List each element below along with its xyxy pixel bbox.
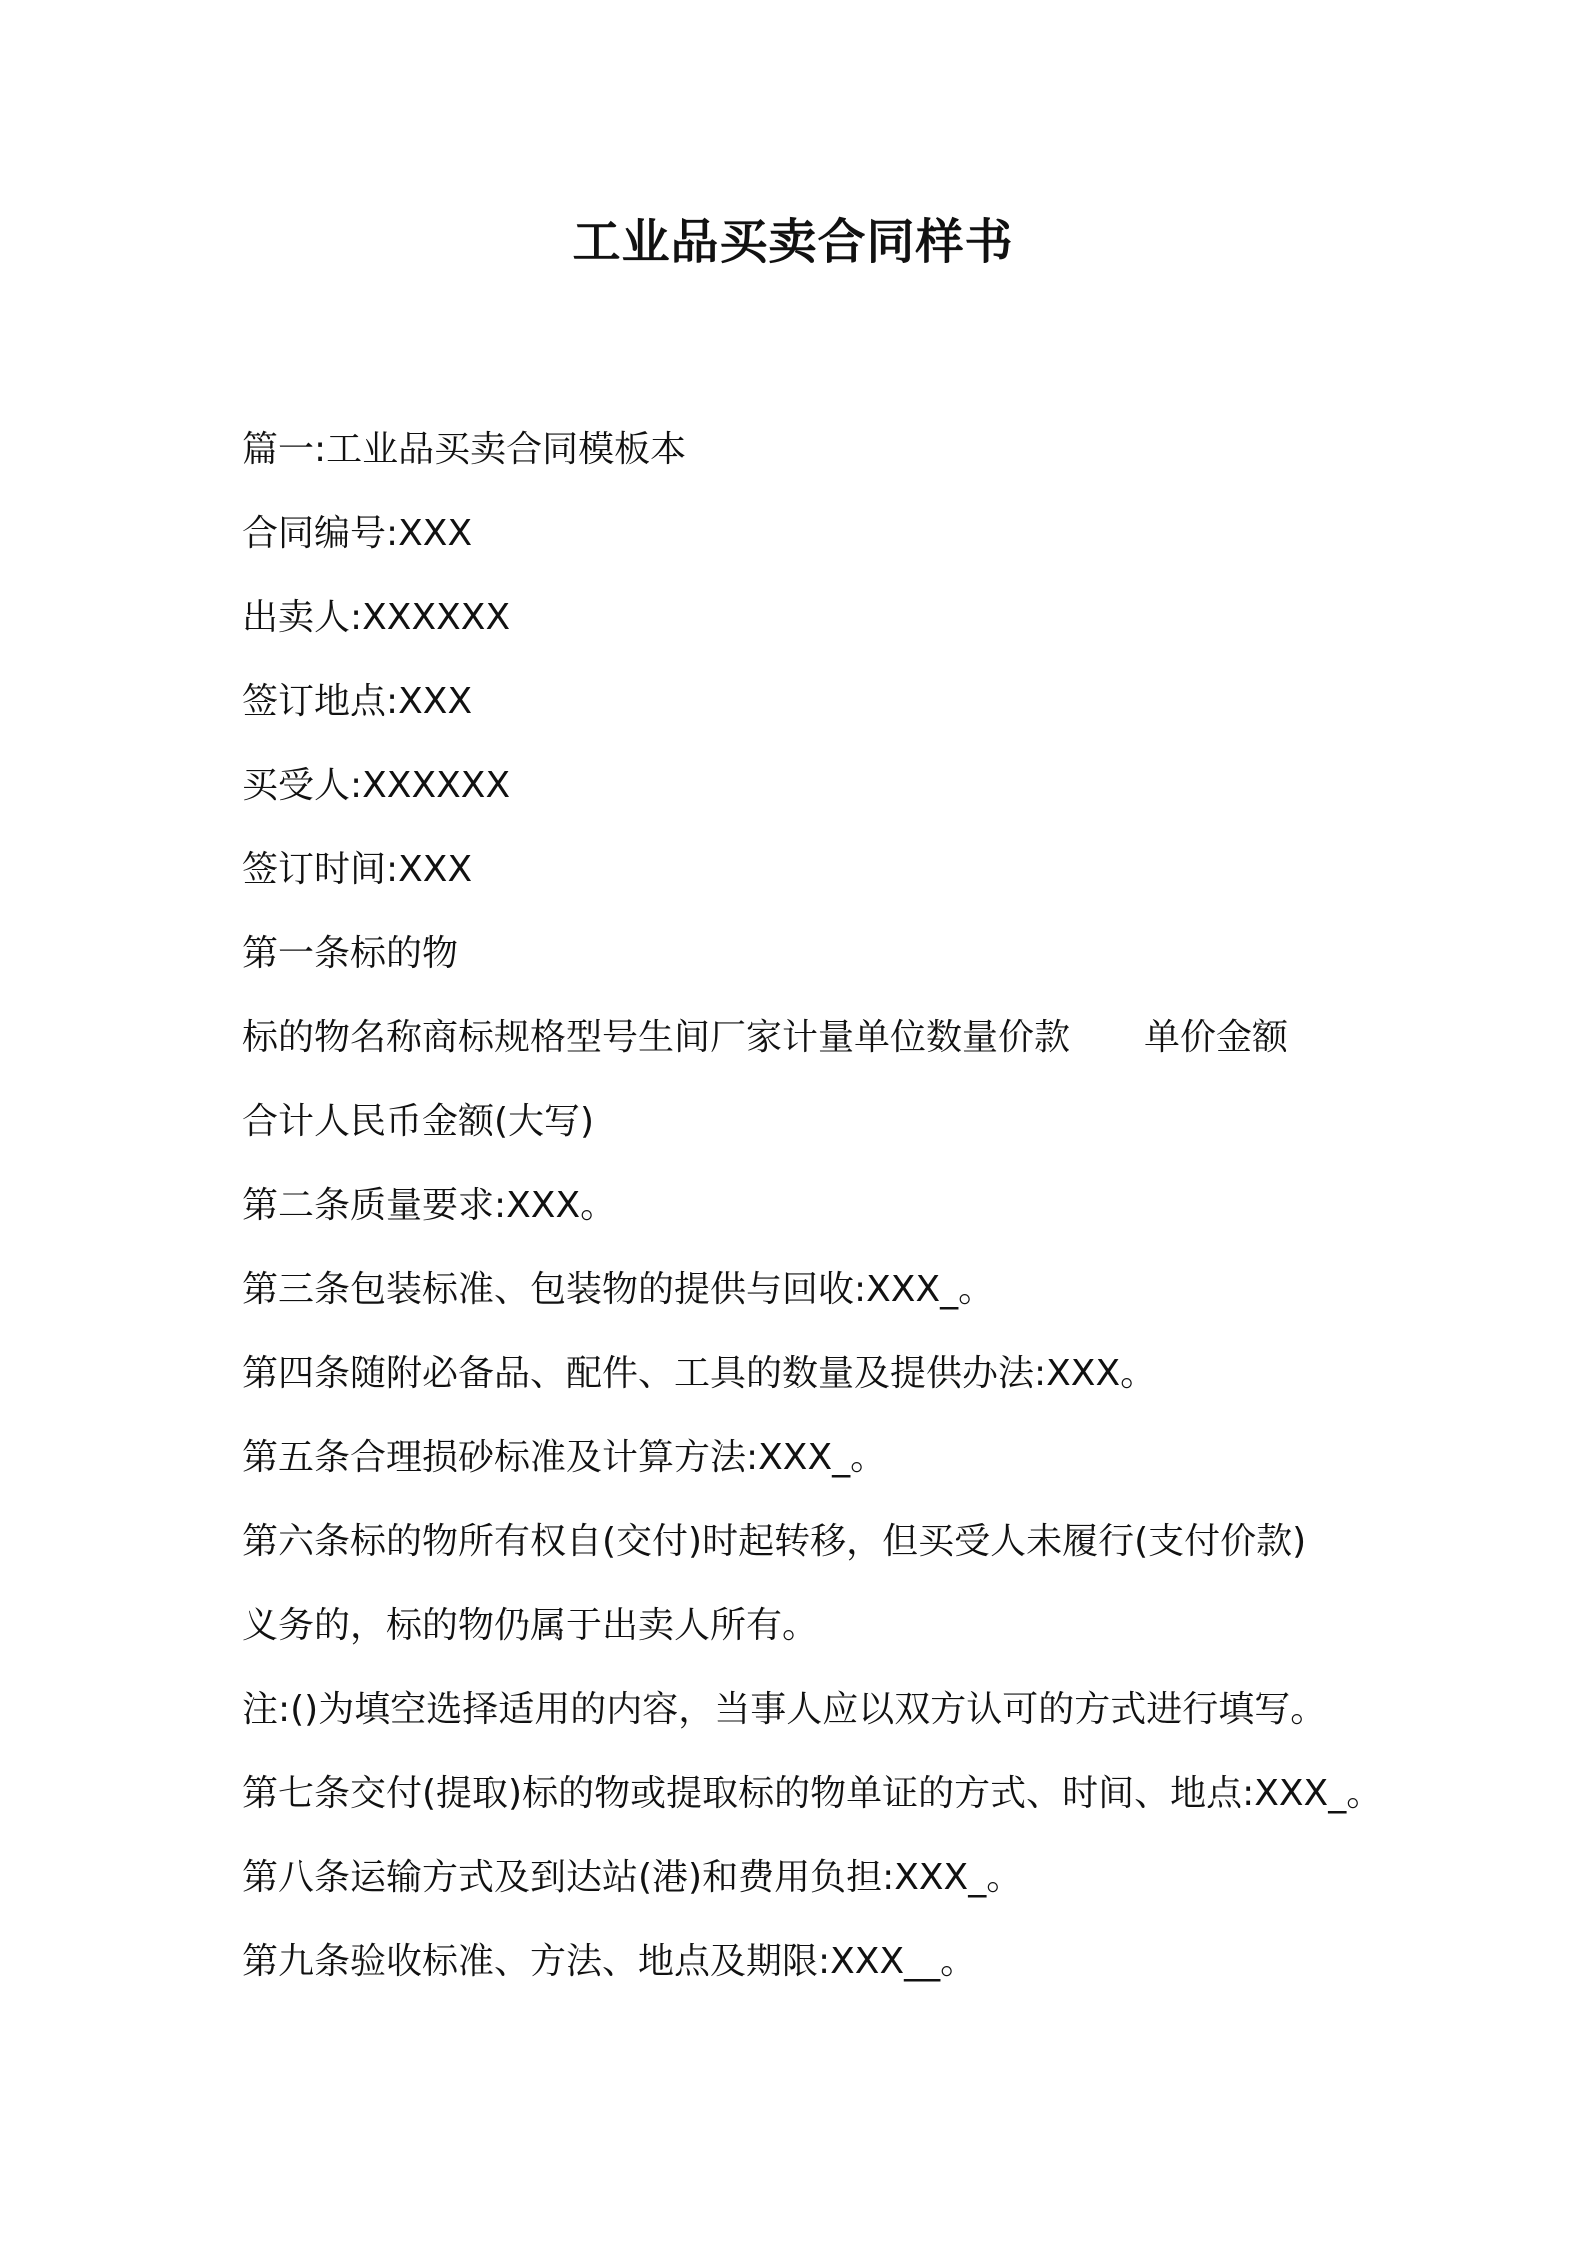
seller: 出卖人:XXXXXX: [242, 597, 511, 638]
note: 注:()为填空选择适用的内容，当事人应以双方认可的方式进行填写。: [242, 1689, 1327, 1730]
article-5: 第五条合理损砂标准及计算方法:XXX_。: [242, 1437, 887, 1478]
article-7: 第七条交付(提取)标的物或提取标的物单证的方式、时间、地点:XXX_。: [242, 1773, 1383, 1814]
article-9: 第九条验收标准、方法、地点及期限:XXX__。: [242, 1941, 977, 1982]
article-2: 第二条质量要求:XXX。: [242, 1185, 617, 1226]
article-8: 第八条运输方式及到达站(港)和费用负担:XXX_。: [242, 1857, 1023, 1898]
document-body: [242, 408, 1402, 2004]
article-4: 第四条随附必备品、配件、工具的数量及提供办法:XXX。: [242, 1353, 1157, 1394]
article-3: 第三条包装标准、包装物的提供与回收:XXX_。: [242, 1269, 995, 1310]
article-6-line-2: 义务的，标的物仍属于出卖人所有。: [242, 1605, 819, 1646]
total-amount: 合计人民币金额(大写): [242, 1101, 595, 1142]
goods-table-header: [242, 996, 1402, 1080]
goods-table-header-part2: 单价金额: [1144, 1017, 1289, 1058]
article-6-line-1: 第六条标的物所有权自(交付)时起转移，但买受人未履行(支付价款): [242, 1521, 1307, 1562]
document-title: 工业品买卖合同样书: [572, 214, 1014, 270]
contract-number: 合同编号:XXX: [242, 513, 473, 554]
signing-time: 签订时间:XXX: [242, 849, 473, 890]
section-heading: 篇一:工业品买卖合同模板本: [242, 429, 687, 470]
goods-table-header-part1: 标的物名称商标规格型号生间厂家计量单位数量价款: [242, 1017, 1071, 1058]
article-1-heading: 第一条标的物: [242, 933, 459, 974]
buyer: 买受人:XXXXXX: [242, 765, 511, 806]
signing-place: 签订地点:XXX: [242, 681, 473, 722]
